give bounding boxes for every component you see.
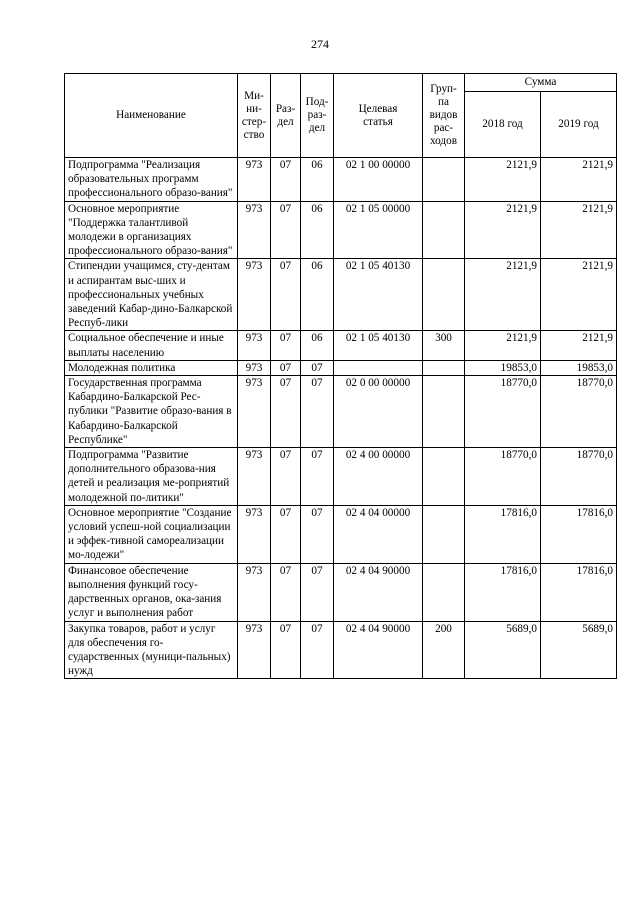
row-name: Стипендии учащимся, сту-дентам и аспирантам выс-ших и профессиональных учебных заведений Кабар-дино-Балкарской Респуб-лики [65, 259, 238, 331]
header-sum: Сумма [465, 74, 617, 92]
row-ministry: 973 [238, 563, 271, 621]
row-expense-group [423, 448, 465, 506]
row-subsection: 06 [301, 158, 334, 202]
row-section: 07 [271, 505, 301, 563]
row-sum-2018: 2121,9 [465, 201, 541, 259]
row-ministry: 973 [238, 201, 271, 259]
row-section: 07 [271, 158, 301, 202]
row-target-article: 02 4 04 00000 [334, 505, 423, 563]
row-subsection: 07 [301, 505, 334, 563]
row-subsection: 07 [301, 376, 334, 448]
row-subsection: 06 [301, 201, 334, 259]
row-sum-2018: 17816,0 [465, 505, 541, 563]
row-section: 07 [271, 563, 301, 621]
row-expense-group: 200 [423, 621, 465, 679]
row-sum-2019: 2121,9 [541, 331, 617, 360]
row-ministry: 973 [238, 505, 271, 563]
row-ministry: 973 [238, 376, 271, 448]
row-name: Социальное обеспечение и иные выплаты населению [65, 331, 238, 360]
row-subsection: 06 [301, 259, 334, 331]
header-ministry: Ми- ни- стер- ство [238, 74, 271, 158]
row-name: Подпрограмма "Развитие дополнительного образова-ния детей и реализация ме-роприятий молодежной по-литики" [65, 448, 238, 506]
row-target-article: 02 4 04 90000 [334, 563, 423, 621]
row-sum-2018: 5689,0 [465, 621, 541, 679]
row-expense-group [423, 563, 465, 621]
table-row [65, 505, 617, 563]
row-sum-2019: 17816,0 [541, 563, 617, 621]
row-subsection: 07 [301, 360, 334, 375]
row-target-article: 02 1 05 40130 [334, 259, 423, 331]
row-expense-group [423, 259, 465, 331]
row-expense-group [423, 158, 465, 202]
row-section: 07 [271, 448, 301, 506]
row-sum-2018: 19853,0 [465, 360, 541, 375]
row-ministry: 973 [238, 360, 271, 375]
row-section: 07 [271, 259, 301, 331]
row-sum-2019: 2121,9 [541, 158, 617, 202]
row-target-article: 02 1 00 00000 [334, 158, 423, 202]
row-target-article: 02 1 05 00000 [334, 201, 423, 259]
row-sum-2019: 18770,0 [541, 448, 617, 506]
row-sum-2018: 2121,9 [465, 158, 541, 202]
row-expense-group [423, 376, 465, 448]
row-sum-2019: 17816,0 [541, 505, 617, 563]
row-expense-group [423, 360, 465, 375]
row-sum-2019: 18770,0 [541, 376, 617, 448]
header-year-2019: 2019 год [541, 92, 617, 158]
table-row [65, 376, 617, 448]
row-target-article: 02 4 04 90000 [334, 621, 423, 679]
row-subsection: 06 [301, 331, 334, 360]
table-row [65, 201, 617, 259]
row-subsection: 07 [301, 563, 334, 621]
row-name: Финансовое обеспечение выполнения функций госу-дарственных органов, ока-зания услуг и выполнения работ [65, 563, 238, 621]
header-name: Наименование [65, 74, 238, 158]
row-section: 07 [271, 376, 301, 448]
table-row [65, 621, 617, 679]
row-expense-group [423, 505, 465, 563]
table-header [65, 74, 617, 158]
row-subsection: 07 [301, 448, 334, 506]
row-name: Основное мероприятие "Поддержка талантливой молодежи в организациях профессионального образо-вания" [65, 201, 238, 259]
header-section: Раз- дел [271, 74, 301, 158]
table-row [65, 360, 617, 375]
row-section: 07 [271, 331, 301, 360]
row-sum-2019: 2121,9 [541, 201, 617, 259]
table-row [65, 563, 617, 621]
table-row [65, 448, 617, 506]
row-sum-2018: 2121,9 [465, 259, 541, 331]
row-sum-2019: 19853,0 [541, 360, 617, 375]
row-name: Основное мероприятие "Создание условий успеш-ной социализации и эффек-тивной самореализации мо-лодежи" [65, 505, 238, 563]
row-name: Государственная программа Кабардино-Балкарской Рес-публики "Развитие образо-вания в Кабардино-Балкарской Республике" [65, 376, 238, 448]
page-number: 274 [311, 37, 329, 51]
row-subsection: 07 [301, 621, 334, 679]
row-target-article: 02 1 05 40130 [334, 331, 423, 360]
row-ministry: 973 [238, 158, 271, 202]
row-name: Закупка товаров, работ и услуг для обеспечения го-сударственных (муници-пальных) нужд [65, 621, 238, 679]
row-sum-2018: 18770,0 [465, 376, 541, 448]
row-section: 07 [271, 201, 301, 259]
header-target: Целевая статья [334, 74, 423, 158]
table-row [65, 259, 617, 331]
header-expense-group: Груп- па видов рас- ходов [423, 74, 465, 158]
row-sum-2019: 2121,9 [541, 259, 617, 331]
table-row [65, 331, 617, 360]
row-section: 07 [271, 360, 301, 375]
row-sum-2018: 2121,9 [465, 331, 541, 360]
header-year-2018: 2018 год [465, 92, 541, 158]
row-name: Подпрограмма "Реализация образовательных программ профессионального образо-вания" [65, 158, 238, 202]
table-body [65, 158, 617, 679]
row-ministry: 973 [238, 621, 271, 679]
header-subsection: Под- раз- дел [301, 74, 334, 158]
row-sum-2018: 18770,0 [465, 448, 541, 506]
row-ministry: 973 [238, 331, 271, 360]
row-expense-group: 300 [423, 331, 465, 360]
row-name: Молодежная политика [65, 360, 238, 375]
row-section: 07 [271, 621, 301, 679]
row-target-article [334, 360, 423, 375]
row-ministry: 973 [238, 448, 271, 506]
row-ministry: 973 [238, 259, 271, 331]
row-sum-2019: 5689,0 [541, 621, 617, 679]
row-sum-2018: 17816,0 [465, 563, 541, 621]
row-expense-group [423, 201, 465, 259]
row-target-article: 02 0 00 00000 [334, 376, 423, 448]
row-target-article: 02 4 00 00000 [334, 448, 423, 506]
table-row [65, 158, 617, 202]
budget-table [64, 73, 617, 679]
